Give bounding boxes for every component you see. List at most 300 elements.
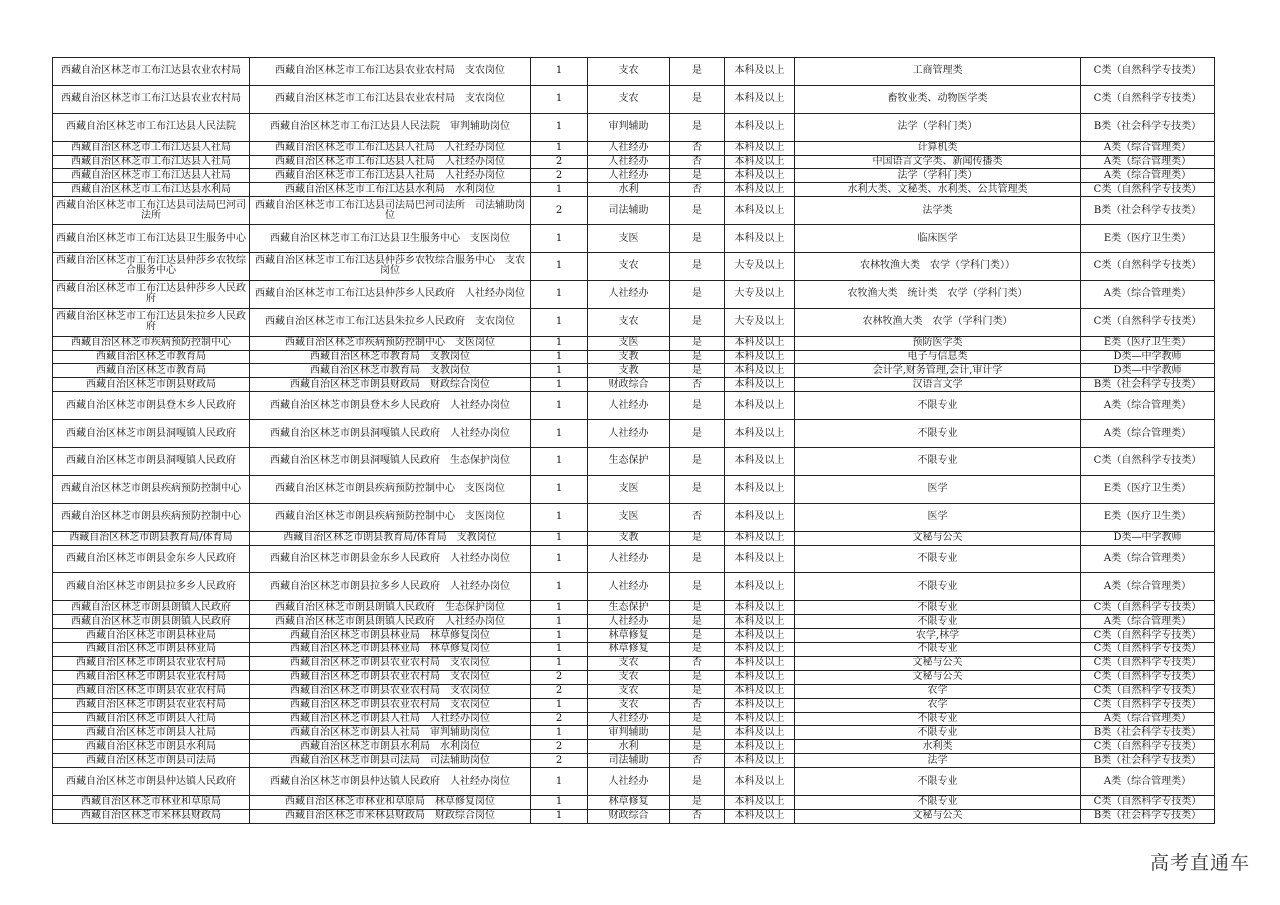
service-type-cell: 支医 (588, 475, 670, 503)
employer-cell: 西藏自治区林芝市朗县金东乡人民政府 (53, 545, 250, 573)
major-cell: 农学,林学 (795, 629, 1081, 643)
headcount-cell: 2 (531, 712, 588, 726)
position-cell: 西藏自治区林芝市朗县林业局 林草修复岗位 (250, 629, 531, 643)
headcount-cell: 1 (531, 448, 588, 476)
service-type-cell: 人社经办 (588, 573, 670, 601)
graduate-cell: 是 (670, 364, 725, 378)
table-row (53, 712, 1215, 726)
education-cell: 本科及以上 (725, 698, 795, 712)
employer-cell: 西藏自治区林芝市朗县疾病预防控制中心 (53, 503, 250, 531)
service-type-cell: 林草修复 (588, 643, 670, 657)
service-type-cell: 人社经办 (588, 712, 670, 726)
service-type-cell: 支农 (588, 656, 670, 670)
employer-cell: 西藏自治区林芝市朗县朗镇人民政府 (53, 601, 250, 615)
position-cell: 西藏自治区林芝市工布江达县农业农村局 支农岗位 (250, 58, 531, 86)
graduate-cell: 是 (670, 684, 725, 698)
major-cell: 工商管理类 (795, 58, 1081, 86)
graduate-cell: 是 (670, 670, 725, 684)
table-row (53, 531, 1215, 545)
education-cell: 本科及以上 (725, 643, 795, 657)
employer-cell: 西藏自治区林芝市工布江达县司法局巴河司法所 (53, 197, 250, 225)
exam-category-cell: C类（自然科学专技类） (1081, 58, 1215, 86)
position-cell: 西藏自治区林芝市林业和草原局 林草修复岗位 (250, 795, 531, 809)
position-cell: 西藏自治区林芝市朗县财政局 财政综合岗位 (250, 378, 531, 392)
education-cell: 本科及以上 (725, 503, 795, 531)
service-type-cell: 林草修复 (588, 629, 670, 643)
table-row (53, 795, 1215, 809)
major-cell: 法学类 (795, 197, 1081, 225)
position-cell: 西藏自治区林芝市朗县农业农村局 支农岗位 (250, 698, 531, 712)
service-type-cell: 财政综合 (588, 378, 670, 392)
position-cell: 西藏自治区林芝市朗县农业农村局 支农岗位 (250, 670, 531, 684)
headcount-cell: 2 (531, 684, 588, 698)
headcount-cell: 1 (531, 615, 588, 629)
education-cell: 本科及以上 (725, 754, 795, 768)
graduate-cell: 是 (670, 795, 725, 809)
headcount-cell: 1 (531, 58, 588, 86)
exam-category-cell: A类（综合管理类） (1081, 169, 1215, 183)
graduate-cell: 是 (670, 197, 725, 225)
service-type-cell: 司法辅助 (588, 197, 670, 225)
exam-category-cell: A类（综合管理类） (1081, 712, 1215, 726)
headcount-cell: 1 (531, 503, 588, 531)
employer-cell: 西藏自治区林芝市朗县疾病预防控制中心 (53, 475, 250, 503)
major-cell: 不限专业 (795, 448, 1081, 476)
employer-cell: 西藏自治区林芝市朗县拉多乡人民政府 (53, 573, 250, 601)
graduate-cell: 是 (670, 615, 725, 629)
education-cell: 本科及以上 (725, 740, 795, 754)
education-cell: 本科及以上 (725, 531, 795, 545)
graduate-cell: 是 (670, 629, 725, 643)
exam-category-cell: A类（综合管理类） (1081, 280, 1215, 308)
employer-cell: 西藏自治区林芝市朗县农业农村局 (53, 656, 250, 670)
table-row (53, 392, 1215, 420)
graduate-cell: 否 (670, 656, 725, 670)
position-cell: 西藏自治区林芝市工布江达县朱拉乡人民政府 支农岗位 (250, 308, 531, 336)
education-cell: 本科及以上 (725, 726, 795, 740)
service-type-cell: 支农 (588, 684, 670, 698)
table-row (53, 809, 1215, 823)
table-row (53, 629, 1215, 643)
service-type-cell: 支医 (588, 336, 670, 350)
table-row (53, 155, 1215, 169)
table-row (53, 308, 1215, 336)
employer-cell: 西藏自治区林芝市工布江达县人社局 (53, 155, 250, 169)
major-cell: 农牧渔大类 统计类 农学（学科门类） (795, 280, 1081, 308)
table-row (53, 378, 1215, 392)
exam-category-cell: B类（社会科学专技类） (1081, 378, 1215, 392)
service-type-cell: 水利 (588, 740, 670, 754)
employer-cell: 西藏自治区林芝市米林县财政局 (53, 809, 250, 823)
major-cell: 不限专业 (795, 712, 1081, 726)
headcount-cell: 1 (531, 378, 588, 392)
employer-cell: 西藏自治区林芝市朗县林业局 (53, 643, 250, 657)
employer-cell: 西藏自治区林芝市教育局 (53, 364, 250, 378)
table-row (53, 643, 1215, 657)
headcount-cell: 2 (531, 169, 588, 183)
major-cell: 不限专业 (795, 643, 1081, 657)
headcount-cell: 1 (531, 392, 588, 420)
graduate-cell: 否 (670, 809, 725, 823)
education-cell: 本科及以上 (725, 420, 795, 448)
position-cell: 西藏自治区林芝市朗县教育局/体育局 支教岗位 (250, 531, 531, 545)
table-row (53, 280, 1215, 308)
exam-category-cell: A类（综合管理类） (1081, 573, 1215, 601)
position-cell: 西藏自治区林芝市朗县金东乡人民政府 人社经办岗位 (250, 545, 531, 573)
employer-cell: 西藏自治区林芝市朗县洞嘎镇人民政府 (53, 420, 250, 448)
service-type-cell: 支医 (588, 225, 670, 253)
watermark-text: 高考直通车 (1149, 852, 1250, 874)
exam-category-cell: C类（自然科学专技类） (1081, 670, 1215, 684)
headcount-cell: 1 (531, 225, 588, 253)
service-type-cell: 支农 (588, 698, 670, 712)
graduate-cell: 是 (670, 448, 725, 476)
headcount-cell: 1 (531, 768, 588, 796)
headcount-cell: 1 (531, 253, 588, 281)
table-row (53, 684, 1215, 698)
exam-category-cell: E类（医疗卫生类） (1081, 475, 1215, 503)
exam-category-cell: C类（自然科学专技类） (1081, 740, 1215, 754)
table-row (53, 350, 1215, 364)
major-cell: 不限专业 (795, 726, 1081, 740)
education-cell: 大专及以上 (725, 253, 795, 281)
position-cell: 西藏自治区林芝市工布江达县农业农村局 支农岗位 (250, 85, 531, 113)
graduate-cell: 否 (670, 698, 725, 712)
major-cell: 电子与信息类 (795, 350, 1081, 364)
service-type-cell: 人社经办 (588, 141, 670, 155)
education-cell: 本科及以上 (725, 58, 795, 86)
employer-cell: 西藏自治区林芝市朗县人社局 (53, 726, 250, 740)
job-table-sheet (52, 57, 1214, 824)
major-cell: 临床医学 (795, 225, 1081, 253)
exam-category-cell: A类（综合管理类） (1081, 392, 1215, 420)
exam-category-cell: B类（社会科学专技类） (1081, 809, 1215, 823)
employer-cell: 西藏自治区林芝市朗县司法局 (53, 754, 250, 768)
table-row (53, 141, 1215, 155)
exam-category-cell: C类（自然科学专技类） (1081, 684, 1215, 698)
employer-cell: 西藏自治区林芝市工布江达县人社局 (53, 141, 250, 155)
service-type-cell: 人社经办 (588, 545, 670, 573)
exam-category-cell: D类—中学教师 (1081, 364, 1215, 378)
education-cell: 本科及以上 (725, 155, 795, 169)
graduate-cell: 是 (670, 545, 725, 573)
education-cell: 本科及以上 (725, 85, 795, 113)
employer-cell: 西藏自治区林芝市林业和草原局 (53, 795, 250, 809)
position-cell: 西藏自治区林芝市工布江达县人民法院 审判辅助岗位 (250, 113, 531, 141)
graduate-cell: 是 (670, 308, 725, 336)
education-cell: 本科及以上 (725, 197, 795, 225)
exam-category-cell: C类（自然科学专技类） (1081, 643, 1215, 657)
headcount-cell: 1 (531, 573, 588, 601)
graduate-cell: 是 (670, 280, 725, 308)
position-cell: 西藏自治区林芝市朗县水利局 水利岗位 (250, 740, 531, 754)
graduate-cell: 是 (670, 336, 725, 350)
position-cell: 西藏自治区林芝市朗县拉多乡人民政府 人社经办岗位 (250, 573, 531, 601)
graduate-cell: 是 (670, 225, 725, 253)
major-cell: 不限专业 (795, 545, 1081, 573)
position-cell: 西藏自治区林芝市工布江达县仲莎乡农牧综合服务中心 支农岗位 (250, 253, 531, 281)
position-cell: 西藏自治区林芝市朗县登木乡人民政府 人社经办岗位 (250, 392, 531, 420)
headcount-cell: 2 (531, 754, 588, 768)
exam-category-cell: C类（自然科学专技类） (1081, 448, 1215, 476)
table-row (53, 336, 1215, 350)
graduate-cell: 是 (670, 712, 725, 726)
education-cell: 本科及以上 (725, 809, 795, 823)
table-row (53, 420, 1215, 448)
major-cell: 计算机类 (795, 141, 1081, 155)
education-cell: 本科及以上 (725, 475, 795, 503)
employer-cell: 西藏自治区林芝市教育局 (53, 350, 250, 364)
graduate-cell: 否 (670, 378, 725, 392)
service-type-cell: 支教 (588, 364, 670, 378)
employer-cell: 西藏自治区林芝市朗县农业农村局 (53, 684, 250, 698)
position-cell: 西藏自治区林芝市米林县财政局 财政综合岗位 (250, 809, 531, 823)
headcount-cell: 2 (531, 155, 588, 169)
exam-category-cell: C类（自然科学专技类） (1081, 698, 1215, 712)
service-type-cell: 支农 (588, 308, 670, 336)
service-type-cell: 审判辅助 (588, 113, 670, 141)
education-cell: 本科及以上 (725, 629, 795, 643)
position-cell: 西藏自治区林芝市朗县司法局 司法辅助岗位 (250, 754, 531, 768)
service-type-cell: 人社经办 (588, 392, 670, 420)
headcount-cell: 1 (531, 475, 588, 503)
major-cell: 法学 (795, 754, 1081, 768)
position-cell: 西藏自治区林芝市工布江达县人社局 人社经办岗位 (250, 155, 531, 169)
table-row (53, 448, 1215, 476)
headcount-cell: 1 (531, 336, 588, 350)
graduate-cell: 是 (670, 253, 725, 281)
major-cell: 农学 (795, 684, 1081, 698)
exam-category-cell: C类（自然科学专技类） (1081, 183, 1215, 197)
employer-cell: 西藏自治区林芝市工布江达县卫生服务中心 (53, 225, 250, 253)
table-row (53, 58, 1215, 86)
table-row (53, 85, 1215, 113)
headcount-cell: 1 (531, 113, 588, 141)
headcount-cell: 1 (531, 629, 588, 643)
headcount-cell: 1 (531, 809, 588, 823)
headcount-cell: 1 (531, 656, 588, 670)
service-type-cell: 支教 (588, 531, 670, 545)
table-row (53, 740, 1215, 754)
table-row (53, 768, 1215, 796)
headcount-cell: 2 (531, 740, 588, 754)
exam-category-cell: E类（医疗卫生类） (1081, 336, 1215, 350)
position-cell: 西藏自治区林芝市工布江达县仲莎乡人民政府 人社经办岗位 (250, 280, 531, 308)
exam-category-cell: A类（综合管理类） (1081, 155, 1215, 169)
education-cell: 本科及以上 (725, 656, 795, 670)
education-cell: 大专及以上 (725, 308, 795, 336)
exam-category-cell: B类（社会科学专技类） (1081, 754, 1215, 768)
exam-category-cell: C类（自然科学专技类） (1081, 795, 1215, 809)
table-row (53, 615, 1215, 629)
employer-cell: 西藏自治区林芝市工布江达县仲莎乡人民政府 (53, 280, 250, 308)
major-cell: 畜牧业类、动物医学类 (795, 85, 1081, 113)
exam-category-cell: E类（医疗卫生类） (1081, 225, 1215, 253)
employer-cell: 西藏自治区林芝市朗县财政局 (53, 378, 250, 392)
employer-cell: 西藏自治区林芝市朗县农业农村局 (53, 698, 250, 712)
headcount-cell: 1 (531, 643, 588, 657)
major-cell: 水利类 (795, 740, 1081, 754)
position-cell: 西藏自治区林芝市朗县林业局 林草修复岗位 (250, 643, 531, 657)
table-row (53, 197, 1215, 225)
headcount-cell: 1 (531, 698, 588, 712)
education-cell: 本科及以上 (725, 113, 795, 141)
table-row (53, 656, 1215, 670)
employer-cell: 西藏自治区林芝市工布江达县水利局 (53, 183, 250, 197)
employer-cell: 西藏自治区林芝市朗县教育局/体育局 (53, 531, 250, 545)
position-cell: 西藏自治区林芝市朗县仲达镇人民政府 人社经办岗位 (250, 768, 531, 796)
position-cell: 西藏自治区林芝市朗县农业农村局 支农岗位 (250, 656, 531, 670)
graduate-cell: 是 (670, 113, 725, 141)
graduate-cell: 是 (670, 420, 725, 448)
employer-cell: 西藏自治区林芝市工布江达县农业农村局 (53, 85, 250, 113)
service-type-cell: 水利 (588, 183, 670, 197)
exam-category-cell: A类（综合管理类） (1081, 615, 1215, 629)
exam-category-cell: C类（自然科学专技类） (1081, 629, 1215, 643)
table-row (53, 573, 1215, 601)
major-cell: 农林牧渔大类 农学（学科门类） (795, 308, 1081, 336)
graduate-cell: 否 (670, 155, 725, 169)
graduate-cell: 是 (670, 643, 725, 657)
exam-category-cell: B类（社会科学专技类） (1081, 197, 1215, 225)
service-type-cell: 生态保护 (588, 448, 670, 476)
education-cell: 本科及以上 (725, 768, 795, 796)
exam-category-cell: A类（综合管理类） (1081, 420, 1215, 448)
education-cell: 本科及以上 (725, 350, 795, 364)
major-cell: 汉语言文学 (795, 378, 1081, 392)
service-type-cell: 支农 (588, 253, 670, 281)
employer-cell: 西藏自治区林芝市疾病预防控制中心 (53, 336, 250, 350)
headcount-cell: 1 (531, 531, 588, 545)
table-row (53, 253, 1215, 281)
headcount-cell: 1 (531, 141, 588, 155)
employer-cell: 西藏自治区林芝市朗县农业农村局 (53, 670, 250, 684)
employer-cell: 西藏自治区林芝市朗县水利局 (53, 740, 250, 754)
education-cell: 本科及以上 (725, 601, 795, 615)
service-type-cell: 人社经办 (588, 420, 670, 448)
service-type-cell: 生态保护 (588, 601, 670, 615)
education-cell: 大专及以上 (725, 280, 795, 308)
education-cell: 本科及以上 (725, 364, 795, 378)
table-row (53, 169, 1215, 183)
education-cell: 本科及以上 (725, 545, 795, 573)
position-cell: 西藏自治区林芝市教育局 支教岗位 (250, 350, 531, 364)
service-type-cell: 支农 (588, 670, 670, 684)
employer-cell: 西藏自治区林芝市工布江达县朱拉乡人民政府 (53, 308, 250, 336)
employer-cell: 西藏自治区林芝市工布江达县仲莎乡农牧综合服务中心 (53, 253, 250, 281)
employer-cell: 西藏自治区林芝市朗县仲达镇人民政府 (53, 768, 250, 796)
position-cell: 西藏自治区林芝市朗县人社局 审判辅助岗位 (250, 726, 531, 740)
exam-category-cell: B类（社会科学专技类） (1081, 726, 1215, 740)
headcount-cell: 2 (531, 197, 588, 225)
service-type-cell: 人社经办 (588, 169, 670, 183)
graduate-cell: 是 (670, 392, 725, 420)
education-cell: 本科及以上 (725, 670, 795, 684)
headcount-cell: 2 (531, 670, 588, 684)
graduate-cell: 否 (670, 503, 725, 531)
table-row (53, 726, 1215, 740)
table-row (53, 364, 1215, 378)
position-cell: 西藏自治区林芝市朗县洞嘎镇人民政府 生态保护岗位 (250, 448, 531, 476)
education-cell: 本科及以上 (725, 392, 795, 420)
graduate-cell: 是 (670, 531, 725, 545)
major-cell: 不限专业 (795, 615, 1081, 629)
graduate-cell: 是 (670, 573, 725, 601)
headcount-cell: 1 (531, 308, 588, 336)
table-row (53, 503, 1215, 531)
employer-cell: 西藏自治区林芝市朗县朗镇人民政府 (53, 615, 250, 629)
education-cell: 本科及以上 (725, 712, 795, 726)
table-row (53, 754, 1215, 768)
exam-category-cell: A类（综合管理类） (1081, 141, 1215, 155)
major-cell: 预防医学类 (795, 336, 1081, 350)
position-cell: 西藏自治区林芝市疾病预防控制中心 支医岗位 (250, 336, 531, 350)
headcount-cell: 1 (531, 280, 588, 308)
position-cell: 西藏自治区林芝市朗县疾病预防控制中心 支医岗位 (250, 475, 531, 503)
exam-category-cell: C类（自然科学专技类） (1081, 85, 1215, 113)
major-cell: 不限专业 (795, 601, 1081, 615)
employer-cell: 西藏自治区林芝市朗县林业局 (53, 629, 250, 643)
major-cell: 不限专业 (795, 768, 1081, 796)
service-type-cell: 支农 (588, 85, 670, 113)
position-cell: 西藏自治区林芝市朗县疾病预防控制中心 支医岗位 (250, 503, 531, 531)
employer-cell: 西藏自治区林芝市工布江达县农业农村局 (53, 58, 250, 86)
position-cell: 西藏自治区林芝市朗县洞嘎镇人民政府 人社经办岗位 (250, 420, 531, 448)
graduate-cell: 是 (670, 350, 725, 364)
major-cell: 不限专业 (795, 392, 1081, 420)
employer-cell: 西藏自治区林芝市工布江达县人社局 (53, 169, 250, 183)
table-row (53, 670, 1215, 684)
major-cell: 水利大类、文秘类、水利类、公共管理类 (795, 183, 1081, 197)
exam-category-cell: C类（自然科学专技类） (1081, 253, 1215, 281)
major-cell: 中国语言文学类、新闻传播类 (795, 155, 1081, 169)
service-type-cell: 人社经办 (588, 615, 670, 629)
education-cell: 本科及以上 (725, 615, 795, 629)
exam-category-cell: A类（综合管理类） (1081, 768, 1215, 796)
education-cell: 本科及以上 (725, 183, 795, 197)
headcount-cell: 1 (531, 726, 588, 740)
graduate-cell: 否 (670, 183, 725, 197)
position-cell: 西藏自治区林芝市工布江达县水利局 水利岗位 (250, 183, 531, 197)
position-cell: 西藏自治区林芝市工布江达县卫生服务中心 支医岗位 (250, 225, 531, 253)
graduate-cell: 是 (670, 58, 725, 86)
headcount-cell: 1 (531, 601, 588, 615)
education-cell: 本科及以上 (725, 448, 795, 476)
major-cell: 医学 (795, 475, 1081, 503)
major-cell: 法学（学科门类） (795, 169, 1081, 183)
job-table (52, 57, 1215, 824)
exam-category-cell: C类（自然科学专技类） (1081, 656, 1215, 670)
major-cell: 医学 (795, 503, 1081, 531)
headcount-cell: 1 (531, 795, 588, 809)
major-cell: 不限专业 (795, 420, 1081, 448)
exam-category-cell: D类—中学教师 (1081, 531, 1215, 545)
major-cell: 农学 (795, 698, 1081, 712)
graduate-cell: 是 (670, 726, 725, 740)
education-cell: 本科及以上 (725, 795, 795, 809)
education-cell: 本科及以上 (725, 225, 795, 253)
service-type-cell: 财政综合 (588, 809, 670, 823)
major-cell: 不限专业 (795, 795, 1081, 809)
exam-category-cell: B类（社会科学专技类） (1081, 113, 1215, 141)
table-row (53, 698, 1215, 712)
service-type-cell: 林草修复 (588, 795, 670, 809)
headcount-cell: 1 (531, 85, 588, 113)
table-row (53, 183, 1215, 197)
position-cell: 西藏自治区林芝市工布江达县人社局 人社经办岗位 (250, 169, 531, 183)
major-cell: 文秘与公关 (795, 531, 1081, 545)
graduate-cell: 是 (670, 740, 725, 754)
